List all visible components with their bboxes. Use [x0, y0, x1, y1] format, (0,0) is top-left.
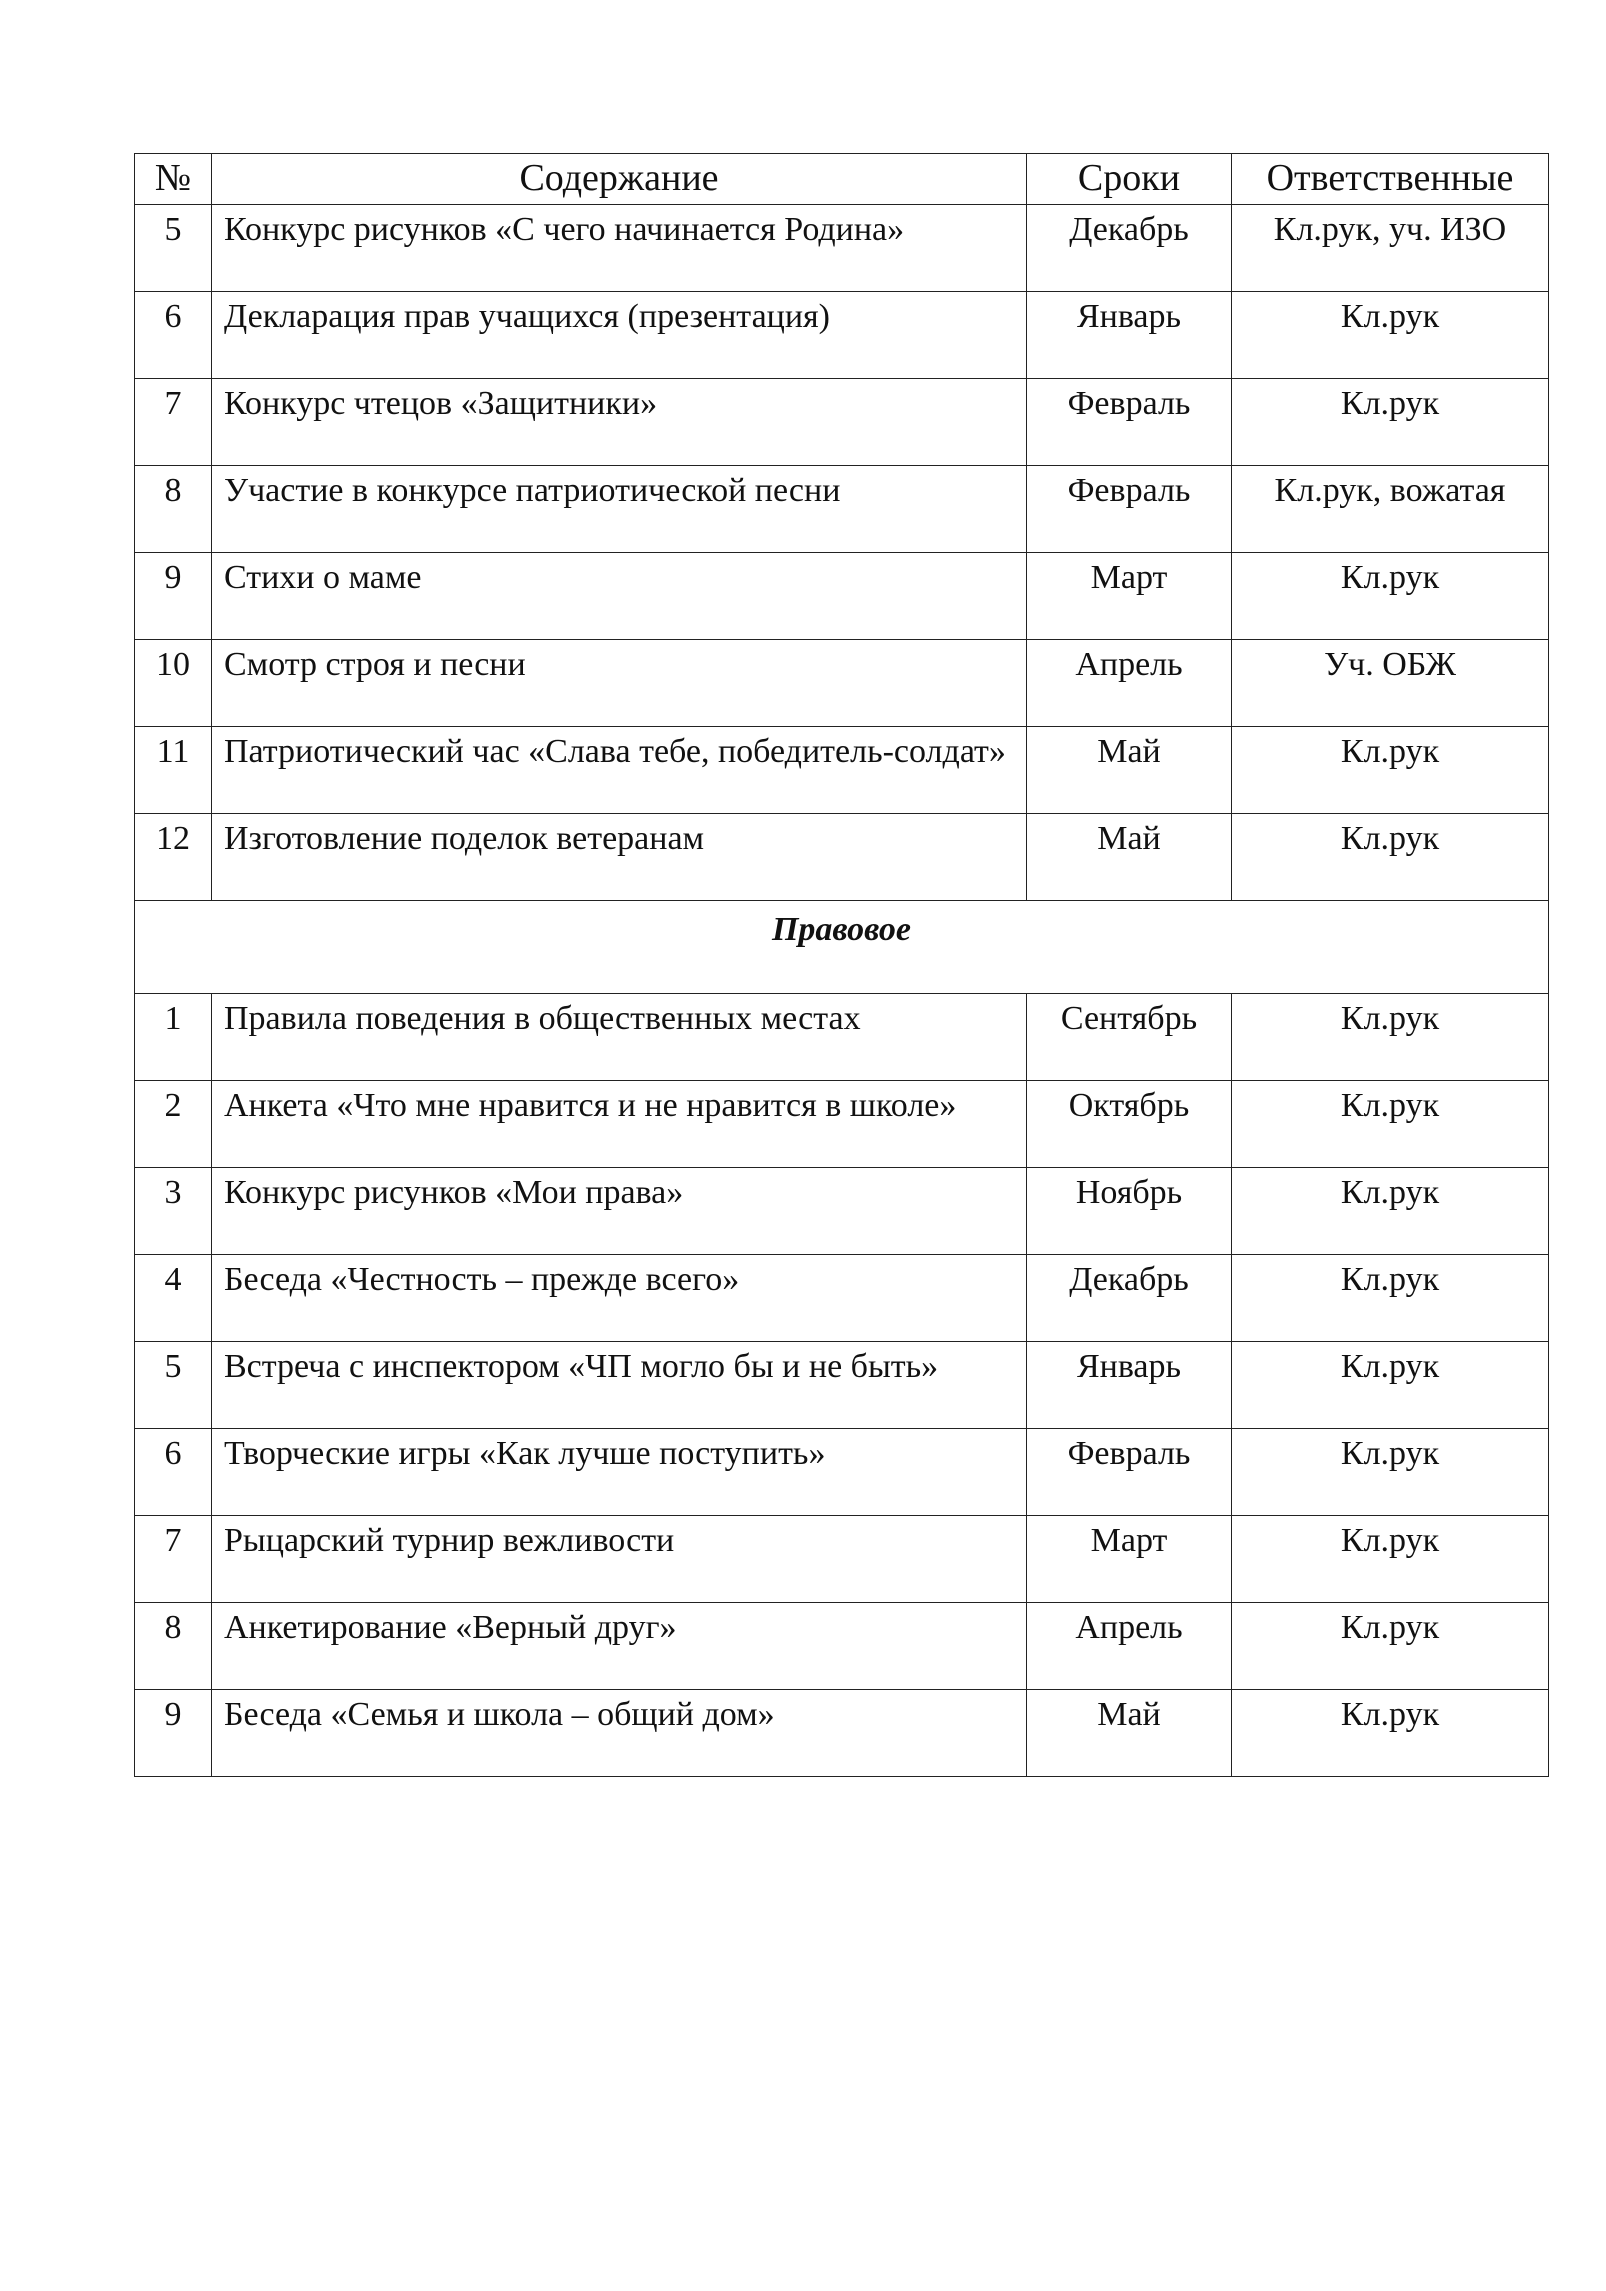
row-number: 5 — [135, 1342, 212, 1429]
row-number: 8 — [135, 1603, 212, 1690]
table-row — [135, 1342, 1549, 1429]
row-content: Декларация прав учащихся (презентация) — [212, 292, 1027, 379]
row-content: Встреча с инспектором «ЧП могло бы и не быть» — [212, 1342, 1027, 1429]
row-term: Апрель — [1027, 640, 1232, 727]
table-row — [135, 994, 1549, 1081]
table-row — [135, 1516, 1549, 1603]
row-responsible: Кл.рук, уч. ИЗО — [1232, 205, 1549, 292]
row-term: Февраль — [1027, 379, 1232, 466]
row-content: Стихи о маме — [212, 553, 1027, 640]
row-content: Рыцарский турнир вежливости — [212, 1516, 1027, 1603]
row-responsible: Уч. ОБЖ — [1232, 640, 1549, 727]
row-number: 2 — [135, 1081, 212, 1168]
table-row — [135, 553, 1549, 640]
row-content: Беседа «Семья и школа – общий дом» — [212, 1690, 1027, 1777]
row-content: Анкета «Что мне нравится и не нравится в школе» — [212, 1081, 1027, 1168]
row-content: Изготовление поделок ветеранам — [212, 814, 1027, 901]
header-content: Содержание — [212, 154, 1027, 205]
row-content: Конкурс рисунков «С чего начинается Родина» — [212, 205, 1027, 292]
header-responsible: Ответственные — [1232, 154, 1549, 205]
row-responsible: Кл.рук — [1232, 1255, 1549, 1342]
row-term: Октябрь — [1027, 1081, 1232, 1168]
table-row — [135, 1429, 1549, 1516]
row-content: Анкетирование «Верный друг» — [212, 1603, 1027, 1690]
row-term: Март — [1027, 553, 1232, 640]
table-row — [135, 727, 1549, 814]
table-row — [135, 1081, 1549, 1168]
table-row — [135, 205, 1549, 292]
row-number: 8 — [135, 466, 212, 553]
row-responsible: Кл.рук — [1232, 1342, 1549, 1429]
table-row — [135, 640, 1549, 727]
plan-table — [134, 153, 1549, 1777]
row-term: Май — [1027, 814, 1232, 901]
row-term: Декабрь — [1027, 1255, 1232, 1342]
row-responsible: Кл.рук — [1232, 292, 1549, 379]
row-term: Май — [1027, 727, 1232, 814]
row-term: Ноябрь — [1027, 1168, 1232, 1255]
row-term: Апрель — [1027, 1603, 1232, 1690]
row-number: 9 — [135, 553, 212, 640]
row-content: Патриотический час «Слава тебе, победитель-солдат» — [212, 727, 1027, 814]
row-content: Беседа «Честность – прежде всего» — [212, 1255, 1027, 1342]
row-content: Участие в конкурсе патриотической песни — [212, 466, 1027, 553]
table-row — [135, 814, 1549, 901]
row-number: 3 — [135, 1168, 212, 1255]
row-responsible: Кл.рук — [1232, 1690, 1549, 1777]
row-responsible: Кл.рук — [1232, 814, 1549, 901]
row-responsible: Кл.рук — [1232, 1516, 1549, 1603]
row-term: Февраль — [1027, 1429, 1232, 1516]
row-term: Декабрь — [1027, 205, 1232, 292]
table-row — [135, 1603, 1549, 1690]
row-content: Конкурс чтецов «Защитники» — [212, 379, 1027, 466]
row-number: 4 — [135, 1255, 212, 1342]
row-number: 11 — [135, 727, 212, 814]
row-content: Смотр строя и песни — [212, 640, 1027, 727]
table-row — [135, 1168, 1549, 1255]
row-content: Конкурс рисунков «Мои права» — [212, 1168, 1027, 1255]
row-number: 12 — [135, 814, 212, 901]
row-term: Март — [1027, 1516, 1232, 1603]
row-term: Январь — [1027, 292, 1232, 379]
table-row — [135, 1255, 1549, 1342]
table-row — [135, 379, 1549, 466]
row-responsible: Кл.рук — [1232, 1603, 1549, 1690]
row-responsible: Кл.рук — [1232, 1168, 1549, 1255]
row-term: Сентябрь — [1027, 994, 1232, 1081]
table-header-row — [135, 154, 1549, 205]
row-term: Май — [1027, 1690, 1232, 1777]
row-number: 9 — [135, 1690, 212, 1777]
row-number: 7 — [135, 379, 212, 466]
section-title: Правовое — [135, 901, 1549, 994]
section-row — [135, 901, 1549, 994]
row-number: 5 — [135, 205, 212, 292]
row-responsible: Кл.рук — [1232, 553, 1549, 640]
table-row — [135, 292, 1549, 379]
row-responsible: Кл.рук — [1232, 379, 1549, 466]
row-responsible: Кл.рук, вожатая — [1232, 466, 1549, 553]
row-responsible: Кл.рук — [1232, 1429, 1549, 1516]
row-term: Январь — [1027, 1342, 1232, 1429]
row-number: 6 — [135, 1429, 212, 1516]
header-number: № — [135, 154, 212, 205]
row-responsible: Кл.рук — [1232, 727, 1549, 814]
row-content: Правила поведения в общественных местах — [212, 994, 1027, 1081]
row-term: Февраль — [1027, 466, 1232, 553]
row-number: 1 — [135, 994, 212, 1081]
row-responsible: Кл.рук — [1232, 1081, 1549, 1168]
header-term: Сроки — [1027, 154, 1232, 205]
row-number: 6 — [135, 292, 212, 379]
row-responsible: Кл.рук — [1232, 994, 1549, 1081]
row-content: Творческие игры «Как лучше поступить» — [212, 1429, 1027, 1516]
table-row — [135, 1690, 1549, 1777]
row-number: 7 — [135, 1516, 212, 1603]
table-row — [135, 466, 1549, 553]
row-number: 10 — [135, 640, 212, 727]
